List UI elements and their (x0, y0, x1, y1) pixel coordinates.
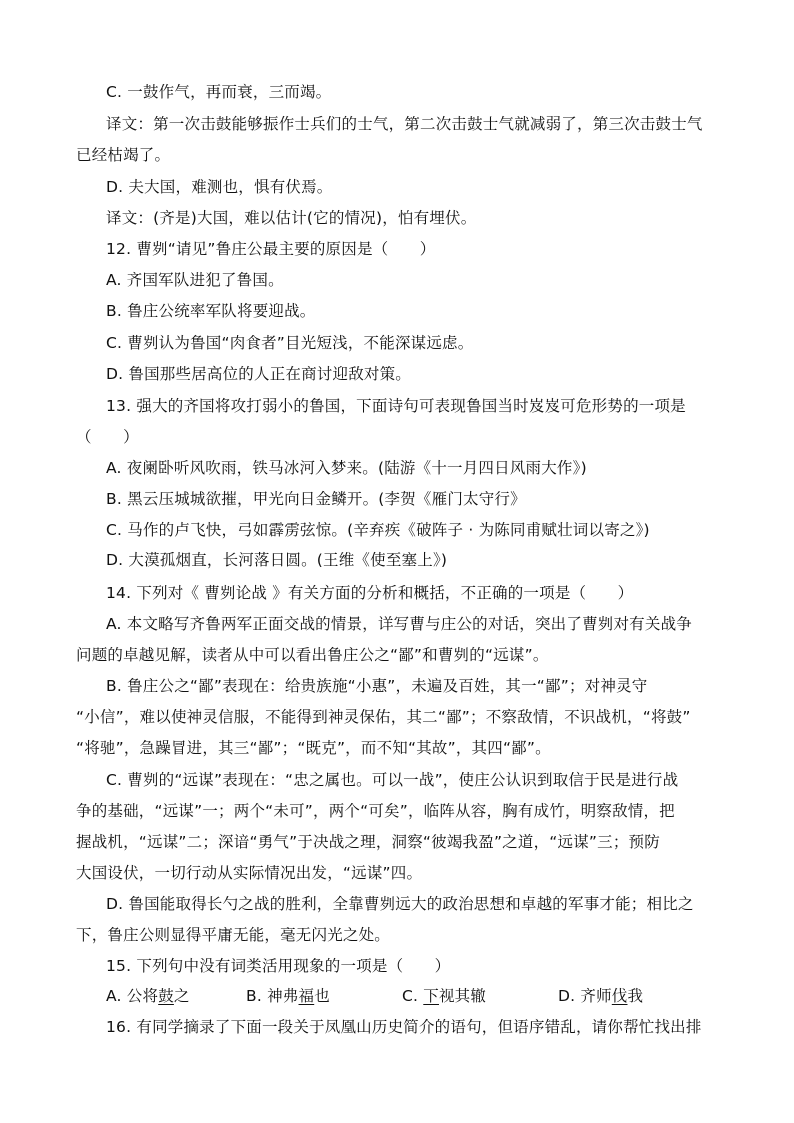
q11-option-d: D. 夫大国，难测也，惧有伏焉。 (106, 178, 333, 196)
q12-option-a: A. 齐国军队进犯了鲁国。 (106, 271, 284, 289)
q14-option-c: C. 曹刿的“远谋”表现在：“忠之属也。可以一战”，使庄公认识到取信于民是进行战 (106, 771, 679, 789)
q15-option-c: C. 下视其辙 (402, 987, 487, 1005)
q15-option-d-word: 伐 (611, 987, 628, 1005)
q14-option-a-cont: 问题的卓越见解，读者从中可以看出鲁庄公之“鄙”和曹刿的“远谋”。 (76, 646, 549, 664)
q11-option-c: C. 一鼓作气，再而衰，三而竭。 (106, 83, 332, 101)
q14-option-c-cont-1: 争的基础，“远谋”一；两个“未可”，两个“可矣”，临阵从容，胸有成竹，明察敌情，把 (76, 802, 675, 820)
q13-stem: 13. 强大的齐国将攻打弱小的鲁国，下面诗句可表现鲁国当时岌岌可危形势的一项是 (106, 397, 686, 415)
q13-option-b: B. 黑云压城城欲摧，甲光向日金鳞开。(李贺《雁门太守行》 (106, 490, 526, 508)
q11-option-d-translation: 译文：(齐是)大国，难以估计(它的情况)，怕有埋伏。 (106, 209, 477, 227)
q14-option-b-cont-2: “将驰”，急躁冒进，其三“鄙”；“既克”，而不知“其故”，其四“鄙”。 (76, 739, 551, 757)
q12-option-b: B. 鲁庄公统率军队将要迎战。 (106, 302, 316, 320)
q15-option-b-word: 福 (298, 987, 315, 1005)
q13-option-a: A. 夜阑卧听风吹雨，铁马冰河入梦来。(陆游《十一月四日风雨大作》) (106, 459, 587, 477)
q15-option-b: B. 神弗福也 (246, 987, 330, 1005)
q14-option-a: A. 本文略写齐鲁两军正面交战的情景，详写曹与庄公的对话，突出了曹刿对有关战争 (106, 615, 692, 633)
q13-stem-cont: （ ） (76, 428, 139, 446)
q14-stem: 14. 下列对《 曹刿论战 》有关方面的分析和概括，不正确的一项是（ ） (106, 584, 634, 602)
q13-option-d: D. 大漠孤烟直，长河落日圆。(王维《使至塞上》) (106, 551, 448, 569)
q12-stem: 12. 曹刿“请见”鲁庄公最主要的原因是（ ） (106, 240, 436, 258)
q15-option-d: D. 齐师伐我 (558, 987, 644, 1005)
q15-option-c-word: 下 (423, 987, 439, 1005)
q12-option-d: D. 鲁国那些居高位的人正在商讨迎敌对策。 (106, 365, 411, 383)
q15-option-a-word: 鼓 (158, 987, 174, 1005)
q15-option-a: A. 公将鼓之 (106, 987, 190, 1005)
q14-option-d-cont: 下，鲁庄公则显得平庸无能，毫无闪光之处。 (76, 926, 391, 944)
q16-stem: 16. 有同学摘录了下面一段关于凤凰山历史简介的语句，但语序错乱，请你帮忙找出排 (106, 1018, 702, 1036)
q14-option-b-cont-1: “小信”，难以使神灵信服，不能得到神灵保佑，其二“鄙”；不察敌情，不识战机，“将鼓” (76, 708, 691, 726)
q15-stem: 15. 下列句中没有词类活用现象的一项是（ ） (106, 957, 451, 975)
q13-option-c: C. 马作的卢飞快，弓如霹雳弦惊。(辛弃疾《破阵子 · 为陈同甫赋壮词以寄之》) (106, 521, 650, 539)
q14-option-c-cont-3: 大国设伏，一切行动从实际情况出发，“远谋”四。 (76, 864, 423, 882)
q11-option-c-translation-cont: 已经枯竭了。 (76, 146, 171, 164)
q14-option-b: B. 鲁庄公之“鄙”表现在：给贵族施“小惠”，未遍及百姓，其一“鄙”；对神灵守 (106, 677, 648, 695)
q11-option-c-translation: 译文：第一次击鼓能够振作士兵们的士气，第二次击鼓士气就减弱了，第三次击鼓士气 (106, 115, 703, 133)
q14-option-d: D. 鲁国能取得长勺之战的胜利，全靠曹刿远大的政治思想和卓越的军事才能；相比之 (106, 895, 694, 913)
q12-option-c: C. 曹刿认为鲁国“肉食者”目光短浅，不能深谋远虑。 (106, 334, 474, 352)
q14-option-c-cont-2: 握战机，“远谋”二；深谙“勇气”于决战之理，洞察“彼竭我盈”之道，“远谋”三；预防 (76, 833, 660, 851)
